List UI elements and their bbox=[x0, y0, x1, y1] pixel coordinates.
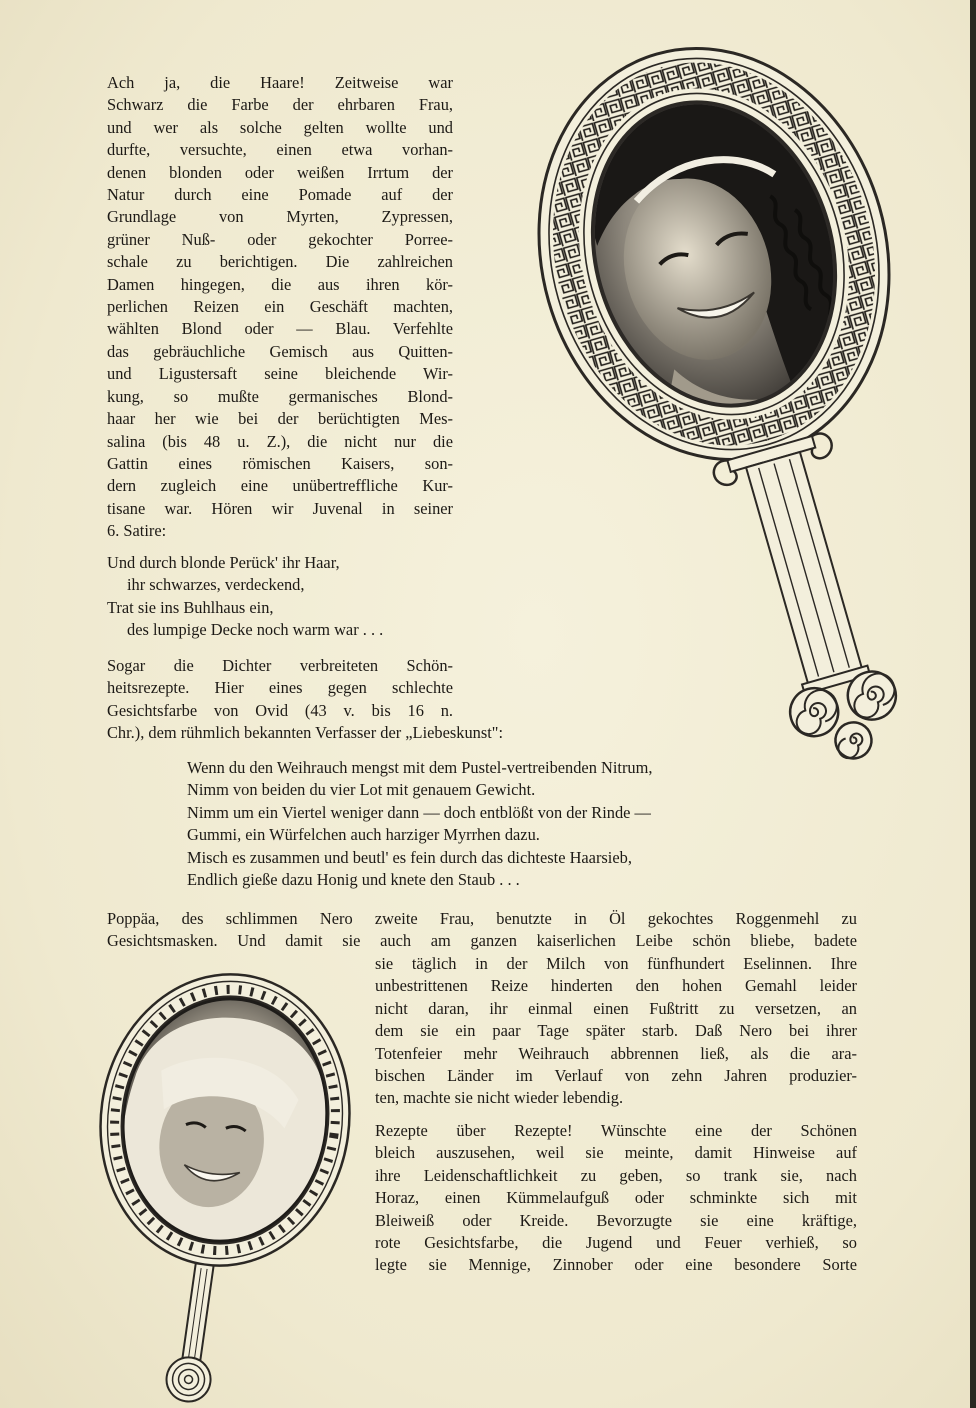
text-line: Gattin eines römischen Kaisers, son- bbox=[107, 453, 453, 473]
text-line: kung, so mußte germanisches Blond- bbox=[107, 386, 453, 406]
ovid-verse bbox=[187, 757, 827, 891]
text-line: schale zu berichtigen. Die zahlreichen bbox=[107, 252, 453, 272]
text-line: Damen hingegen, die aus ihren kör- bbox=[107, 274, 453, 294]
text-line: rote Gesichtsfarbe, die Jugend und Feuer verhieß, so bbox=[375, 1233, 857, 1253]
text-line: wählten Blond oder — Blau. Verfehlte bbox=[107, 319, 453, 339]
text-line: grüner Nuß- oder gekochter Porree- bbox=[107, 229, 453, 249]
mirror-handle bbox=[164, 1262, 227, 1405]
text-line: Totenfeier mehr Weihrauch abbrennen ließ, als die ara- bbox=[375, 1043, 857, 1063]
text-line: tisane war. Hören wir Juvenal in seiner bbox=[107, 498, 453, 518]
text-line: Sogar die Dichter verbreiteten Schön- bbox=[107, 656, 453, 675]
text-line: unbestrittenen Reize hinderten den hohen Gemahl leider bbox=[375, 976, 857, 996]
poets-paragraph bbox=[107, 655, 504, 745]
text-line: denen blonden oder weißen Irrtum der bbox=[107, 162, 453, 182]
verse-line: Wenn du den Weihrauch mengst mit dem Pustel-vertreibenden Nitrum, bbox=[187, 758, 653, 777]
recipes-paragraph bbox=[375, 1120, 857, 1277]
text-line: durfte, versuchte, einen etwa vorhan- bbox=[107, 140, 453, 160]
verse-line: Misch es zusammen und beutl' es fein durch das dichteste Haarsieb, bbox=[187, 847, 632, 867]
verse-line: des lumpige Decke noch warm war . . . bbox=[127, 620, 384, 640]
text-line: dem sie ein paar Tage später starb. Daß Nero bei ihrer bbox=[375, 1021, 857, 1041]
verse-line: Endlich gieße dazu Honig und knete den Staub . . . bbox=[187, 870, 520, 890]
text-line: heitsrezepte. Hier eines gegen schlechte bbox=[107, 678, 453, 698]
verse-line: Trat sie ins Buhlhaus ein, bbox=[107, 597, 274, 617]
verse-line: Nimm von beiden du vier Lot mit genauem Gewicht. bbox=[187, 780, 536, 800]
verse-line: Nimm um ein Viertel weniger dann — doch entblößt von der Rinde — bbox=[187, 802, 651, 822]
text-line: und wer als solche gelten wollte und bbox=[107, 117, 453, 137]
verse-line: ihr schwarzes, verdeckend, bbox=[127, 575, 305, 595]
poppaea-paragraph-top bbox=[107, 908, 857, 953]
text-line: bleich auszusehen, weil sie meinte, damit Hinweise auf bbox=[375, 1143, 857, 1163]
text-line: Gesichtsmasken. Und damit sie auch am ganzen kaiserlichen Leibe schön bliebe, badete bbox=[107, 931, 857, 951]
text-line: Horaz, einen Kümmelaufguß oder schminkte sich mit bbox=[375, 1188, 857, 1208]
juvenal-verse bbox=[107, 552, 467, 642]
text-line: Grundlage von Myrten, Zypressen, bbox=[107, 207, 453, 227]
text-line: 6. Satire: bbox=[107, 521, 167, 541]
text-line: dern zugleich eine unübertreffliche Kur- bbox=[107, 476, 453, 496]
intro-paragraph bbox=[107, 72, 453, 543]
text-line: sie täglich in der Milch von fünfhundert Eselinnen. Ihre bbox=[375, 954, 857, 973]
text-line: und Ligustersaft seine bleichende Wir- bbox=[107, 364, 453, 384]
verse-line: Und durch blonde Perück' ihr Haar, bbox=[107, 553, 340, 572]
verse-line: Gummi, ein Würfelchen auch harziger Myrrhen dazu. bbox=[187, 825, 540, 845]
text-line: Chr.), dem rühmlich bekannten Verfasser der „Liebeskunst": bbox=[107, 723, 504, 743]
text-line: bischen Länder im Verlauf von zehn Jahren produzier- bbox=[375, 1066, 857, 1086]
text-line: Ach ja, die Haare! Zeitweise war bbox=[107, 73, 453, 92]
text-line: legte sie Mennige, Zinnober oder eine besondere Sorte bbox=[375, 1255, 857, 1275]
text-line: perlichen Reizen ein Geschäft machten, bbox=[107, 297, 453, 317]
text-line: Bleiweiß oder Kreide. Bevorzugte sie eine kräftige, bbox=[375, 1210, 857, 1230]
text-line: ten, machte sie nicht wieder lebendig. bbox=[375, 1088, 624, 1108]
text-line: ihre Leidenschaftlichkeit zu geben, so trank sie, nach bbox=[375, 1165, 857, 1185]
text-line: haar her wie bei der berüchtigten Mes- bbox=[107, 409, 453, 429]
text-line: Gesichtsfarbe von Ovid (43 v. bis 16 n. bbox=[107, 700, 453, 720]
poppaea-paragraph-right bbox=[375, 953, 857, 1110]
text-line: Rezepte über Rezepte! Wünschte eine der Schönen bbox=[375, 1121, 857, 1140]
text-line: salina (bis 48 u. Z.), die nicht nur die bbox=[107, 431, 453, 451]
text-line: Schwarz die Farbe der ehrbaren Frau, bbox=[107, 95, 453, 115]
text-line: Natur durch eine Pomade auf der bbox=[107, 185, 453, 205]
text-line: das gebräuchliche Gemisch aus Quitten- bbox=[107, 341, 453, 361]
text-line: nicht daran, ihr einmal einen Fußtritt zu versetzen, an bbox=[375, 998, 857, 1018]
text-line: Poppäa, des schlimmen Nero zweite Frau, benutzte in Öl gekochtes Roggenmehl zu bbox=[107, 909, 857, 928]
